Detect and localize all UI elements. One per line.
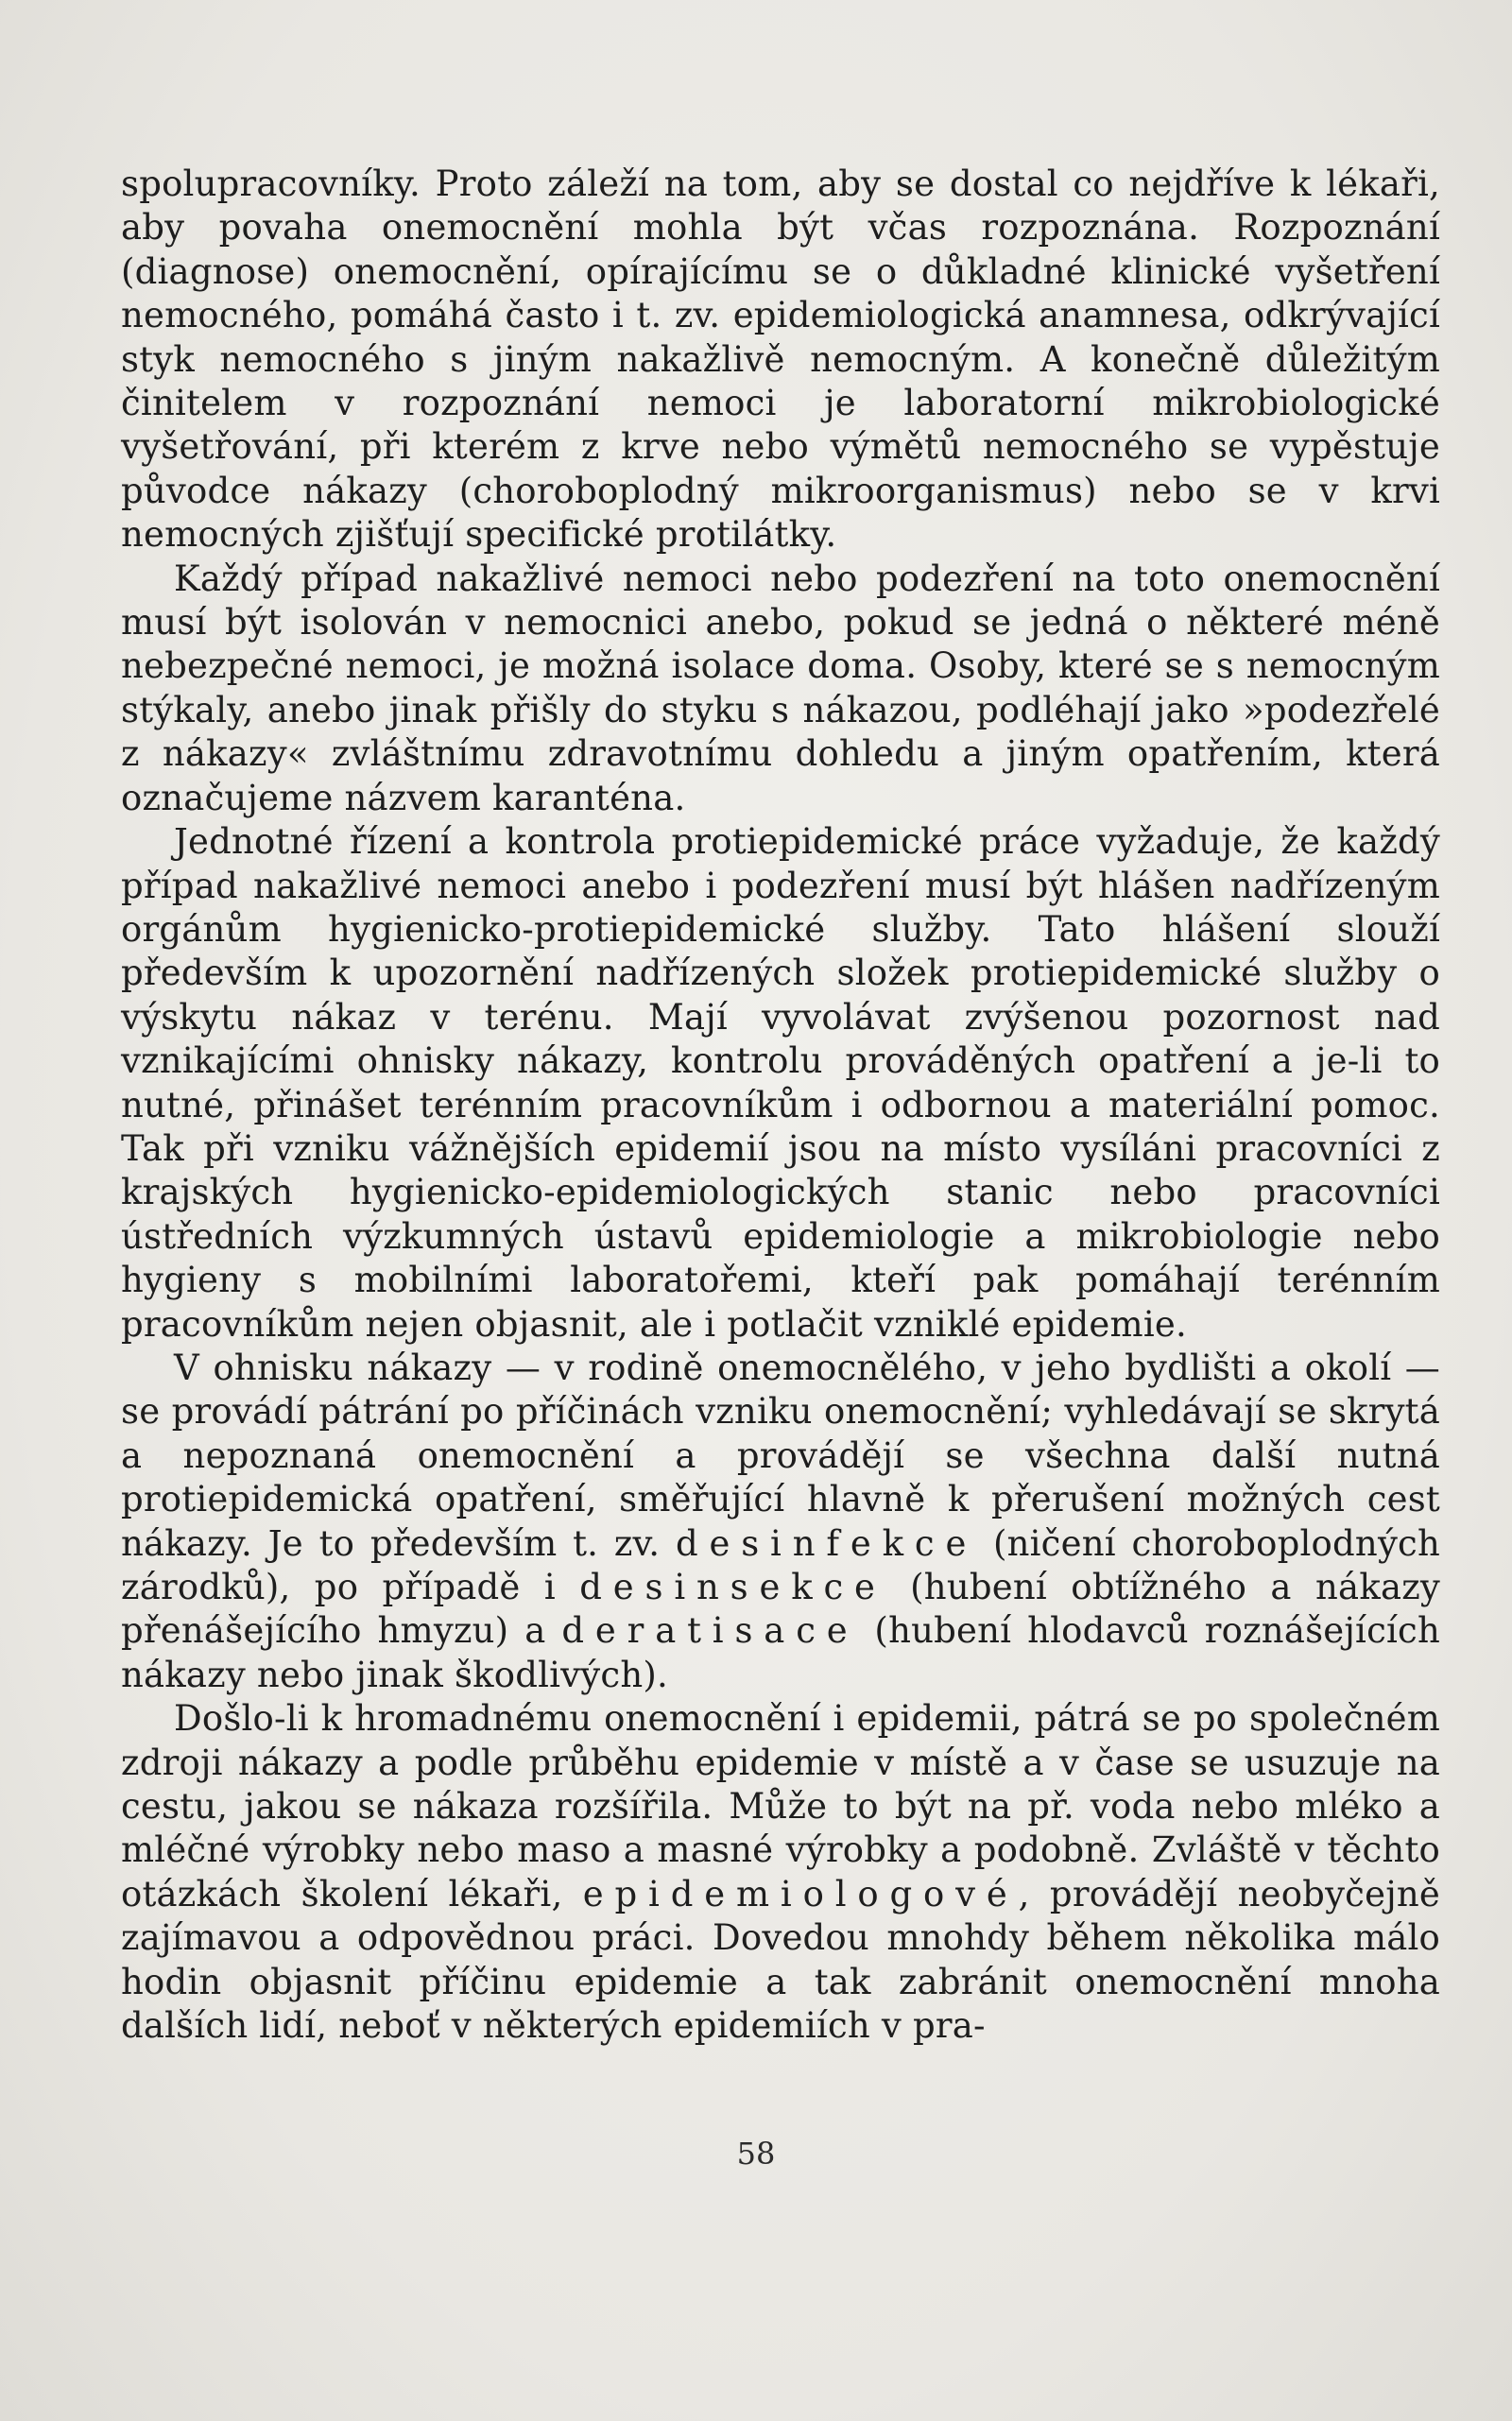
paragraph-1 [121,163,1440,558]
paragraph-5-text-b: , provádějí neobyčejně zajímavou a odpovědnou práci. Dovedou mnohdy během několika málo hodin objasnit příčinu epidemie a tak zabránit onemocnění mnoha dalších lidí, neboť v některých epidemiích v pra- [121,1873,1440,2047]
paragraph-2 [121,558,1440,820]
paragraph-5 [121,1697,1440,2048]
term-deratisace: deratisace [561,1610,859,1652]
paragraph-2-text: Každý případ nakažlivé nemoci nebo podezření na toto onemocnění musí být isolován v nemocnici anebo, pokud se jedná o některé méně nebezpečné nemoci, je možná isolace doma. Osoby, které se s nemocným stýkaly, anebo jinak přišly do styku s nákazou, podléhají jako »podezřelé z nákazy« zvláštnímu zdravotnímu dohledu a jiným opatřením, která označujeme názvem karanténa. [121,558,1440,818]
paragraph-4-text-c: (hubení obtížného a nákazy přenášejícího hmyzu) a [121,1567,1440,1652]
paragraph-4-text-b: (ničení choroboplodných zárodků), po případě i [121,1522,1441,1607]
paragraph-3-text: Jednotné řízení a kontrola protiepidemické práce vyžaduje, že každý případ nakažlivé nemoci anebo i podezření musí být hlášen nadřízeným orgánům hygienicko-protiepidemické služby. Tato hlášení slouží především k upozornění nadřízených složek protiepidemické služby o výskytu nákaz v terénu. Mají vyvolávat zvýšenou pozornost nad vznikajícími ohnisky nákazy, kontrolu prováděných opatření a je-li to nutné, přinášet terénním pracovníkům i odbornou a materiální pomoc. Tak při vzniku vážnějších epidemií jsou na místo vysíláni pracovníci z krajských hygienicko-epidemiologických stanic nebo pracovníci ústředních výzkumných ústavů epidemiologie a mikrobiologie nebo hygieny s mobilními laboratořemi, kteří pak pomáhají terénním pracovníkům nejen objasnit, ale i potlačit vzniklé epidemie. [121,821,1440,1345]
page-number: 58 [736,2136,776,2172]
term-epidemiologove: epidemiologové [582,1873,1019,1914]
paragraph-3 [121,820,1440,1347]
term-desinsekce: desinsekce [579,1567,886,1607]
term-desinfekce: desinfekce [675,1522,978,1564]
body-text [121,163,1440,2048]
paragraph-1-text: spolupracovníky. Proto záleží na tom, aby se dostal co nejdříve k lékaři, aby povaha onemocnění mohla být včas rozpoznána. Rozpoznání (diagnose) onemocnění, opírajícímu se o důkladné klinické vyšetření nemocného, pomáhá často i t. zv. epidemiologická anamnesa, odkrývající styk nemocného s jiným nakažlivě nemocným. A konečně důležitým činitelem v rozpoznání nemoci je laboratorní mikrobiologické vyšetřování, při kterém z krve nebo výmětů nemocného se vypěstuje původce nákazy (choroboplodný mikroorganismus) nebo se v krvi nemocných zjišťují specifické protilátky. [121,163,1440,556]
paragraph-5-text-a: Došlo-li k hromadnému onemocnění i epidemii, pátrá se po společném zdroji nákazy a podle průběhu epidemie v místě a v čase se usuzuje na cestu, jakou se nákaza rozšířila. Může to být na př. voda nebo mléko a mléčné výrobky nebo maso a masné výrobky a podobně. Zvláště v těchto otázkách školení lékaři, [121,1698,1440,1914]
paragraph-4-text-d: (hubení hlodavců roznášejících nákazy nebo jinak škodlivých). [121,1610,1440,1695]
paragraph-4-text-a: V ohnisku nákazy — v rodině onemocnělého, v jeho bydlišti a okolí — se provádí pátrání po příčinách vzniku onemocnění; vyhledávají se skrytá a nepoznaná onemocnění a provádějí se všechna další nutná protiepidemická opatření, směřující hlavně k přerušení možných cest nákazy. Je to především t. zv. [121,1347,1440,1564]
paragraph-4 [121,1347,1440,1697]
